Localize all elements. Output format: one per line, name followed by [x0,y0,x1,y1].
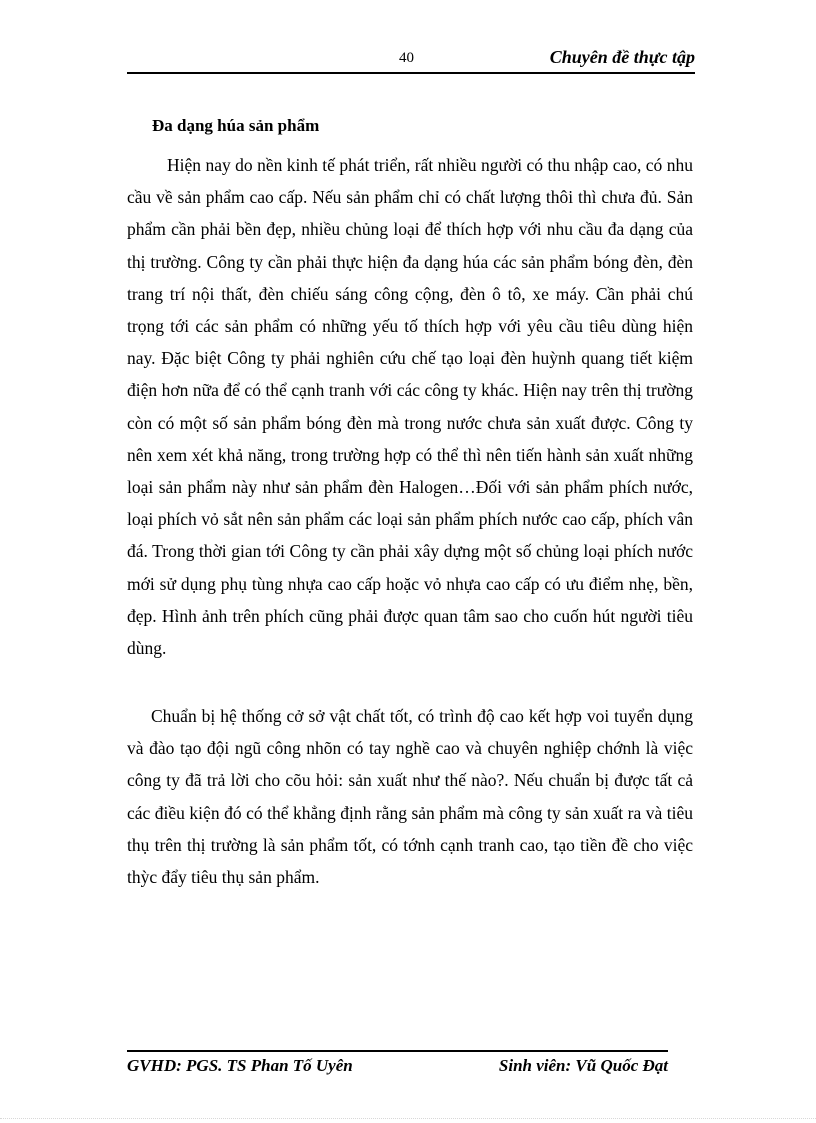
page-edge-divider [0,1118,816,1119]
page-footer [127,1050,668,1084]
footer-student: Sinh viên: Vũ Quốc Đạt [498,1056,668,1075]
section-heading: Đa dạng húa sản phẩm [152,116,320,135]
footer-supervisor: GVHD: PGS. TS Phan Tố Uyên [127,1056,353,1075]
page-number: 40 [399,50,414,66]
page-header [127,44,695,74]
body-paragraph-2: Chuẩn bị hệ thống cở sở vật chất tốt, có trình độ cao kết hợp voi tuyển dụng và đào tạo đội ngũ công nhõn có tay nghề cao và chuyên nghiệp chớnh là việc công ty đã trả lời cho cõu hỏi: sản xuất như thế nào?. Nếu chuẩn bị được tất cả các điều kiện đó có thể khẳng định rằng sản phẩm mà công ty sản xuất ra và tiêu thụ trên thị trường là sản phẩm tốt, có tớnh cạnh tranh cao, tạo tiền đề cho việc thỳc đẩy tiêu thụ sản phẩm. [127,706,693,888]
body-paragraph-1: Hiện nay do nền kinh tế phát triển, rất nhiều người có thu nhập cao, có nhu cầu về sản phẩm cao cấp. Nếu sản phẩm chỉ có chất lượng thôi thì chưa đủ. Sản phẩm cần phải bền đẹp, nhiều chủng loại để thích hợp với nhu cầu đa dạng của thị trường. Công ty cần phải thực hiện đa dạng húa các sản phẩm bóng đèn, đèn trang trí nội thất, đèn chiếu sáng công cộng, đèn ô tô, xe máy. Cần phải chú trọng tới các sản phẩm có những yếu tố thích hợp với yêu cầu tiêu dùng hiện nay. Đặc biệt Công ty phải nghiên cứu chế tạo loại đèn huỳnh quang tiết kiệm điện hơn nữa để có thể cạnh tranh với các công ty khác. Hiện nay trên thị trường còn có một số sản phẩm bóng đèn mà trong nước chưa sản xuất được. Công ty nên xem xét khả năng, trong trường hợp có thể thì nên tiến hành sản xuất những loại sản phẩm này như sản phẩm đèn Halogen…Đối với sản phẩm phích nước, loại phích vỏ sắt nên sản phẩm các loại sản phẩm phích nước cao cấp, phích vân đá. Trong thời gian tới Công ty cần phải xây dựng một số chủng loại phích nước mới sử dụng phụ tùng nhựa cao cấp hoặc vỏ nhựa cao cấp có ưu điểm nhẹ, bền, đẹp. Hình ảnh trên phích cũng phải được quan tâm sao cho cuốn hút người tiêu dùng. [127,155,693,659]
document-title: Chuyên đề thực tập [549,47,695,67]
